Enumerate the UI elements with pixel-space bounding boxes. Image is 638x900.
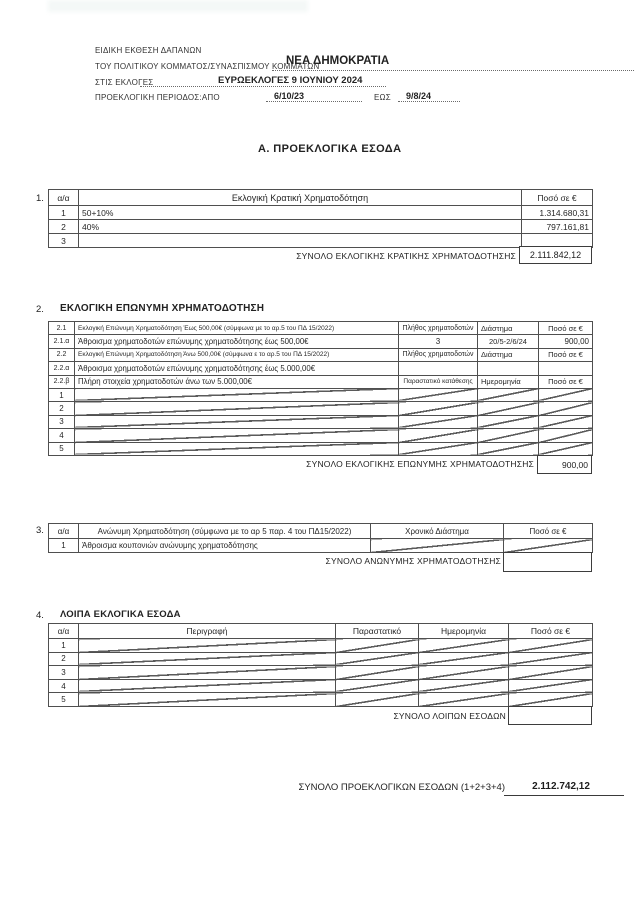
struck-cell — [419, 666, 509, 680]
struck-cell — [79, 652, 336, 666]
period-to-underline — [398, 101, 460, 102]
struck-cell — [336, 693, 419, 707]
table-row — [49, 220, 593, 234]
table1-header-row — [49, 190, 593, 206]
table2-row-21 — [49, 322, 593, 335]
election-underline — [140, 86, 386, 87]
table3-row — [49, 539, 593, 553]
struck-cell — [336, 652, 419, 666]
struck-cell — [478, 429, 539, 442]
struck-cell — [336, 666, 419, 680]
report-title: ΕΙΔΙΚΗ ΕΚΘΕΣΗ ΔΑΠΑΝΩΝ — [95, 46, 202, 55]
table2-empty-row — [49, 415, 593, 428]
row-num: 5 — [49, 442, 75, 455]
table2-row-22 — [49, 348, 593, 361]
row-desc — [79, 234, 522, 248]
table4-header-aa: α/α — [49, 624, 79, 639]
row-label: 2.2.β — [49, 375, 75, 388]
row-num: 2 — [49, 402, 75, 415]
party-name-value: ΝΕΑ ΔΗΜΟΚΡΑΤΙΑ — [286, 55, 390, 67]
struck-cell — [75, 442, 399, 455]
table3-header-row — [49, 524, 593, 539]
col-interval-label: Διάστημα — [478, 322, 539, 335]
row-desc: Εκλογική Επώνυμη Χρηματοδότηση Έως 500,00€ (σύμφωνα με το αρ.5 του ΠΔ 15/2022) — [75, 322, 399, 335]
row-num: 1 — [49, 539, 79, 553]
row-label: 2.2.α — [49, 362, 75, 375]
empty-cell — [539, 362, 593, 375]
row-label: 2.1 — [49, 322, 75, 335]
table4-total-label: ΣΥΝΟΛΟ ΛΟΙΠΩΝ ΕΣΟΔΩΝ — [393, 711, 506, 721]
struck-cell — [419, 639, 509, 653]
struck-cell — [336, 679, 419, 693]
col-count-label: Πλήθος χρηματοδοτών — [399, 348, 478, 361]
row-desc: 50+10% — [79, 206, 522, 220]
grand-total-label: ΣΥΝΟΛΟ ΠΡΟΕΚΛΟΓΙΚΩΝ ΕΣΟΔΩΝ (1+2+3+4) — [298, 782, 505, 793]
table4-header-amount: Ποσό σε € — [509, 624, 593, 639]
election-name-value: ΕΥΡΩΕΚΛΟΓΕΣ 9 ΙΟΥΝΙΟΥ 2024 — [218, 75, 363, 86]
struck-cell — [504, 539, 593, 553]
struck-cell — [539, 402, 593, 415]
empty-cell — [478, 362, 539, 375]
row-num: 3 — [49, 666, 79, 680]
row-num: 1 — [49, 388, 75, 401]
table4-empty-row — [49, 639, 593, 653]
donor-count-value: 3 — [399, 335, 478, 348]
table2-row-21a — [49, 335, 593, 348]
col-amount-label: Ποσό σε € — [539, 375, 593, 388]
struck-cell — [371, 539, 504, 553]
table4-empty-row — [49, 666, 593, 680]
table2-row-22b — [49, 375, 593, 388]
period-from-underline — [266, 101, 362, 102]
struck-cell — [539, 429, 593, 442]
table3-header-aa: α/α — [49, 524, 79, 539]
struck-cell — [419, 652, 509, 666]
struck-cell — [79, 693, 336, 707]
table4-header-date: Ημερομηνία — [419, 624, 509, 639]
scan-artifact — [48, 0, 308, 12]
row-desc: 40% — [79, 220, 522, 234]
table3-header-desc: Ανώνυμη Χρηματοδότηση (σύμφωνα με το αρ 5 παρ. 4 του ΠΔ15/2022) — [79, 524, 371, 539]
row-num: 4 — [49, 429, 75, 442]
table2-empty-row — [49, 402, 593, 415]
struck-cell — [419, 679, 509, 693]
amount-value: 900,00 — [539, 335, 593, 348]
period-eos-label: ΕΩΣ — [374, 93, 391, 102]
struck-cell — [478, 442, 539, 455]
struck-cell — [75, 388, 399, 401]
struck-cell — [478, 415, 539, 428]
table2-total-label: ΣΥΝΟΛΟ ΕΚΛΟΓΙΚΗΣ ΕΠΩΝΥΜΗΣ ΧΡΗΜΑΤΟΔΟΤΗΣΗΣ — [306, 459, 534, 469]
struck-cell — [539, 388, 593, 401]
row-num: 3 — [49, 234, 79, 248]
struck-cell — [75, 415, 399, 428]
row-amount: 797.161,81 — [522, 220, 593, 234]
struck-cell — [75, 429, 399, 442]
struck-cell — [336, 639, 419, 653]
table1-total-label: ΣΥΝΟΛΟ ΕΚΛΟΓΙΚΗΣ ΚΡΑΤΙΚΗΣ ΧΡΗΜΑΤΟΔΟΤΗΣΗΣ — [296, 251, 516, 261]
table-row — [49, 234, 593, 248]
party-field-label: ΤΟΥ ΠΟΛΙΤΙΚΟΥ ΚΟΜΜΑΤΟΣ/ΣΥΝΑΣΠΙΣΜΟΥ ΚΟΜΜΑΤΩΝ — [95, 62, 320, 71]
struck-cell — [79, 679, 336, 693]
table4-other-income — [48, 623, 593, 707]
table3-header-amount: Ποσό σε € — [504, 524, 593, 539]
row-desc: Εκλογική Επώνυμη Χρηματοδότηση Άνω 500,00€ (σύμφωνα ε το αρ.5 του ΠΔ 15/2022) — [75, 348, 399, 361]
table3-number: 3. — [36, 525, 44, 536]
table4-number: 4. — [36, 610, 44, 621]
row-desc: Άθροισμα χρηματοδοτών επώνυμης χρηματοδότησης έως 5.000,00€ — [75, 362, 399, 375]
row-amount: 1.314.680,31 — [522, 206, 593, 220]
struck-cell — [399, 429, 478, 442]
table2-title: ΕΚΛΟΓΙΚΗ ΕΠΩΝΥΜΗ ΧΡΗΜΑΤΟΔΟΤΗΣΗ — [60, 303, 265, 314]
table2-number: 2. — [36, 304, 44, 315]
table2-empty-row — [49, 442, 593, 455]
table2-empty-row — [49, 388, 593, 401]
row-num: 4 — [49, 679, 79, 693]
interval-value: 20/5-2/6/24 — [478, 335, 539, 348]
struck-cell — [399, 415, 478, 428]
table1-header-amount: Ποσό σε € — [522, 190, 593, 206]
table4-header-doc: Παραστατικό — [336, 624, 419, 639]
row-desc: Άθροισμα χρηματοδοτών επώνυμης χρηματοδότησης έως 500,00€ — [75, 335, 399, 348]
table4-empty-row — [49, 652, 593, 666]
election-field-label: ΣΤΙΣ ΕΚΛΟΓΕΣ — [95, 78, 154, 87]
table2-empty-row — [49, 429, 593, 442]
struck-cell — [399, 442, 478, 455]
struck-cell — [509, 639, 593, 653]
row-label: 2.2 — [49, 348, 75, 361]
struck-cell — [539, 415, 593, 428]
struck-cell — [79, 639, 336, 653]
struck-cell — [509, 679, 593, 693]
table1-total-box: 2.111.842,12 — [519, 246, 592, 264]
row-desc: Άθροισμα κουπονιών ανώνυμης χρηματοδότησης — [79, 539, 371, 553]
table-row — [49, 206, 593, 220]
struck-cell — [509, 693, 593, 707]
struck-cell — [509, 666, 593, 680]
table4-header-row — [49, 624, 593, 639]
struck-cell — [509, 652, 593, 666]
row-num: 1 — [49, 206, 79, 220]
struck-cell — [419, 693, 509, 707]
col-date-label: Ημερομηνία — [478, 375, 539, 388]
struck-cell — [478, 402, 539, 415]
table4-empty-row — [49, 693, 593, 707]
table1-header-aa: α/α — [49, 190, 79, 206]
empty-cell — [399, 362, 478, 375]
table1-header-desc: Εκλογική Κρατική Χρηματοδότηση — [79, 190, 522, 206]
table1-state-funding — [48, 189, 593, 248]
table4-total-box — [508, 706, 592, 725]
row-num: 2 — [49, 652, 79, 666]
table3-anonymous-funding — [48, 523, 593, 553]
table3-total-box — [503, 552, 592, 572]
table2-total-box: 900,00 — [537, 455, 592, 474]
col-amount-label: Ποσό σε € — [539, 348, 593, 361]
col-count-label: Πλήθος χρηματοδοτών — [399, 322, 478, 335]
struck-cell — [539, 442, 593, 455]
table1-number: 1. — [36, 193, 44, 204]
period-field-label: ΠΡΟΕΚΛΟΓΙΚΗ ΠΕΡΙΟΔΟΣ:ΑΠΟ — [95, 93, 220, 102]
table4-empty-row — [49, 679, 593, 693]
party-name-underline — [272, 70, 634, 71]
struck-cell — [79, 666, 336, 680]
struck-cell — [399, 402, 478, 415]
struck-cell — [478, 388, 539, 401]
row-num: 1 — [49, 639, 79, 653]
struck-cell — [75, 402, 399, 415]
col-interval-label: Διάστημα — [478, 348, 539, 361]
col-doc-label: Παραστατικό κατάθεσης — [399, 375, 478, 388]
period-from-value: 6/10/23 — [274, 91, 305, 101]
row-num: 3 — [49, 415, 75, 428]
row-num: 2 — [49, 220, 79, 234]
table2-named-funding — [48, 321, 593, 456]
grand-total-value: 2.112.742,12 — [532, 781, 590, 792]
row-num: 5 — [49, 693, 79, 707]
row-desc: Πλήρη στοιχεία χρηματοδοτών άνω των 5.000,00€ — [75, 375, 399, 388]
table4-header-desc: Περιγραφή — [79, 624, 336, 639]
section-a-title: Α. ΠΡΟΕΚΛΟΓΙΚΑ ΕΣΟΔΑ — [258, 143, 402, 155]
struck-cell — [399, 388, 478, 401]
table3-total-label: ΣΥΝΟΛΟ ΑΝΩΝΥΜΗΣ ΧΡΗΜΑΤΟΔΟΤΗΣΗΣ — [325, 556, 501, 566]
table2-row-22a — [49, 362, 593, 375]
table3-header-interval: Χρονικό Διάστημα — [371, 524, 504, 539]
row-label: 2.1.α — [49, 335, 75, 348]
col-amount-label: Ποσό σε € — [539, 322, 593, 335]
table4-title: ΛΟΙΠΑ ΕΚΛΟΓΙΚΑ ΕΣΟΔΑ — [60, 609, 181, 620]
grand-total-underline — [504, 795, 624, 796]
period-to-value: 9/8/24 — [406, 91, 432, 101]
